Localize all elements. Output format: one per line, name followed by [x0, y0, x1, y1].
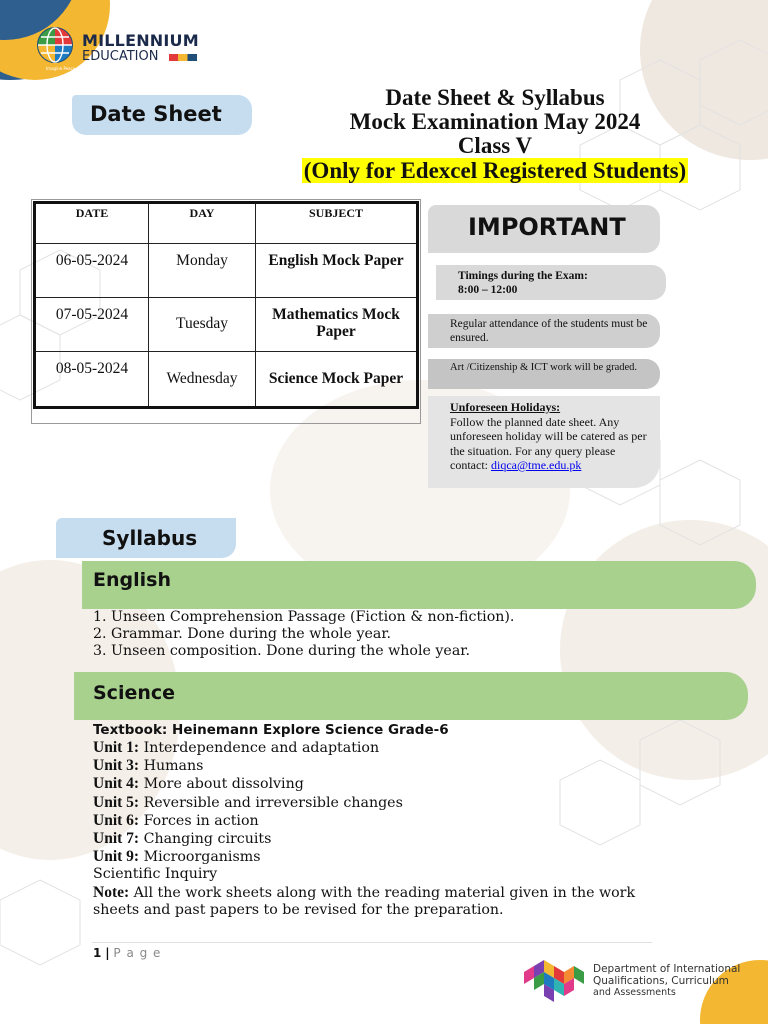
unit-label: Unit 9:: [93, 848, 140, 866]
holidays-heading: Unforeseen Holidays:: [450, 400, 561, 414]
date-sheet-table: [33, 201, 419, 409]
science-heading: Science: [93, 682, 176, 704]
list-item: 3. Unseen composition. Done during the whole year.: [93, 643, 471, 659]
holidays-box: [428, 396, 660, 488]
unit-text: Changing circuits: [139, 831, 272, 848]
cell-subject: Science Mock Paper: [256, 352, 418, 408]
table-row: [35, 244, 418, 298]
list-item: 2. Grammar. Done during the whole year.: [93, 626, 392, 642]
title-line-1: Date Sheet & Syllabus: [385, 85, 605, 110]
date-sheet-tag-label: Date Sheet: [90, 102, 222, 126]
page-separator: |: [105, 946, 110, 960]
diqca-logo-icon: [524, 958, 588, 1004]
logo-color-stripe: [169, 54, 197, 61]
logo-text-bottom: EDUCATION: [82, 49, 159, 64]
cell-date: 08-05-2024: [35, 352, 149, 408]
title-line-3: Class V: [457, 133, 533, 158]
unit-label: Unit 1:: [93, 739, 140, 756]
page-word: P a g e: [113, 946, 162, 960]
cell-day: Tuesday: [149, 298, 256, 352]
science-content: [93, 722, 693, 919]
note-label: Note:: [93, 883, 130, 901]
document-title: [270, 86, 720, 183]
contact-email-link[interactable]: diqca@tme.edu.pk: [490, 458, 582, 472]
unit-label: Unit 7:: [93, 830, 140, 848]
unit-label: Unit 3:: [93, 757, 140, 775]
english-list: [93, 609, 514, 660]
important-heading: IMPORTANT: [468, 213, 626, 241]
page-number: 1: [93, 946, 102, 960]
title-line-4-highlight: (Only for Edexcel Registered Students): [303, 158, 687, 183]
unit-line: [93, 848, 693, 866]
unit-text: Forces in action: [139, 812, 259, 829]
millennium-logo: [36, 26, 206, 70]
science-heading-bar: [74, 672, 748, 720]
col-header-day: DAY: [149, 203, 256, 244]
scientific-inquiry: Scientific Inquiry: [93, 866, 218, 883]
footer-rule: [92, 942, 652, 943]
syllabus-tag: [56, 518, 236, 558]
cell-subject: English Mock Paper: [256, 244, 418, 298]
page-footer: [93, 946, 161, 960]
cell-date: 06-05-2024: [35, 244, 149, 298]
globe-icon: [36, 26, 74, 64]
english-heading-bar: [82, 561, 756, 609]
cell-date: 07-05-2024: [35, 298, 149, 352]
attendance-box: [428, 314, 660, 348]
timings-label: Timings during the Exam:: [458, 270, 588, 282]
timings-value: 8:00 – 12:00: [458, 284, 518, 296]
diqca-text: [593, 964, 740, 999]
list-item: 1. Unseen Comprehension Passage (Fiction & non-fiction).: [93, 609, 515, 625]
cell-day: Wednesday: [149, 352, 256, 408]
logo-text-top: MILLENNIUM: [82, 31, 199, 50]
table-header-row: [35, 203, 418, 244]
unit-text: Microorganisms: [139, 849, 261, 866]
cell-day: Monday: [149, 244, 256, 298]
unit-line: [93, 775, 693, 793]
art-box: [428, 359, 660, 389]
unit-line: [93, 757, 693, 775]
date-sheet-tag: [72, 95, 252, 135]
art-text: Art /Citizenship & ICT work will be graded.: [450, 362, 638, 373]
unit-label: Unit 6:: [93, 811, 140, 829]
unit-line: [93, 739, 693, 757]
dept-line-2: Qualifications, Curriculum: [593, 974, 729, 987]
unit-text: Interdependence and adaptation: [139, 740, 380, 756]
unit-line: [93, 812, 693, 830]
unit-label: Unit 5:: [93, 793, 140, 811]
table-row: [35, 352, 418, 408]
attendance-text: Regular attendance of the students must be ensured.: [450, 318, 648, 344]
dept-line-1: Department of International: [593, 963, 741, 975]
science-note: [93, 884, 673, 919]
logo-tagline: Imagine Peace: [46, 66, 76, 71]
unit-text: More about dissolving: [139, 776, 304, 793]
title-line-2: Mock Examination May 2024: [349, 109, 641, 134]
important-heading-box: [428, 205, 660, 253]
table-row: [35, 298, 418, 352]
col-header-subject: SUBJECT: [256, 203, 418, 244]
dept-line-3: and Assessments: [593, 987, 676, 998]
cell-subject: Mathematics Mock Paper: [256, 298, 418, 352]
english-heading: English: [93, 569, 171, 591]
col-header-date: DATE: [35, 203, 149, 244]
note-text: All the work sheets along with the reading material given in the work sheets and past papers to be revised for the preparation.: [93, 884, 636, 918]
syllabus-tag-label: Syllabus: [102, 526, 198, 550]
unit-label: Unit 4:: [93, 775, 140, 793]
unit-text: Humans: [139, 758, 204, 775]
unit-line: [93, 794, 693, 812]
holidays-text: Follow the planned date sheet. Any unforeseen holiday will be catered as per the situation. For any query please contact:: [450, 414, 647, 472]
unit-text: Reversible and irreversible changes: [139, 794, 403, 811]
unit-line: [93, 830, 693, 848]
science-textbook: Textbook: Heinemann Explore Science Grade-6: [93, 722, 449, 738]
timings-box: [436, 265, 666, 300]
